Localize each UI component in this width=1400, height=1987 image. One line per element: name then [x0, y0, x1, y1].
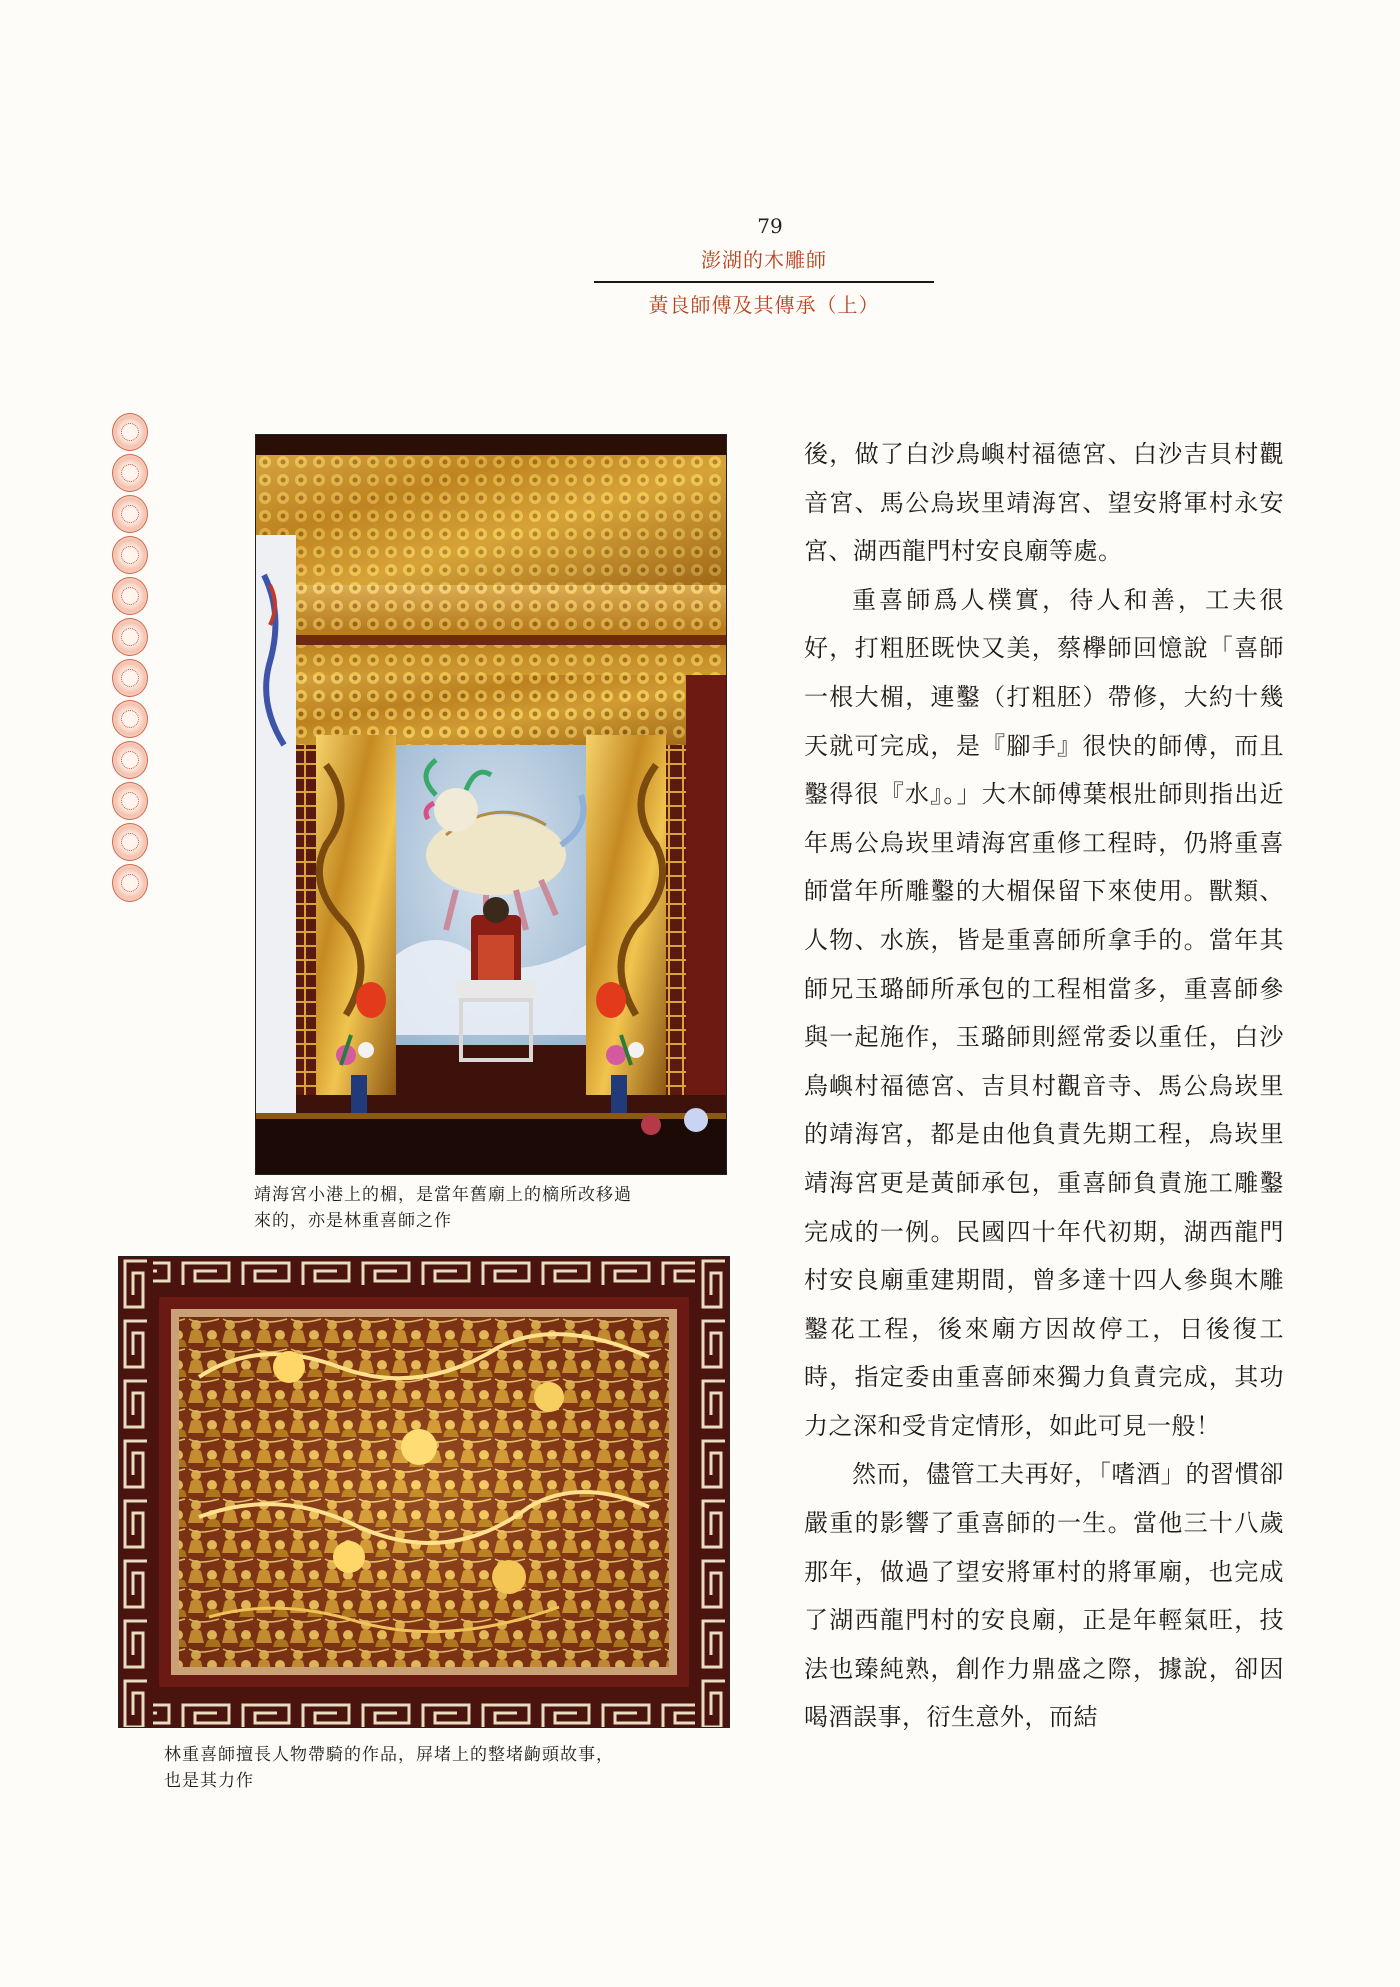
- running-head: [594, 244, 934, 318]
- seal-ornament-icon: [112, 618, 148, 656]
- temple-shrine-photo: [255, 434, 727, 1175]
- seal-ornament-icon: [112, 782, 148, 820]
- caption-line: 靖海宮小港上的楣，是當年舊廟上的樀所改移過: [254, 1185, 632, 1205]
- seal-ornament-icon: [112, 741, 148, 779]
- caption-line: 來的，亦是林重喜師之作: [254, 1211, 452, 1231]
- chapter-title: 黃良師傅及其傳承（上）: [648, 293, 880, 317]
- series-title: 澎湖的木雕師: [701, 248, 827, 272]
- seal-ornament-icon: [112, 413, 148, 451]
- header-rule: [594, 281, 934, 283]
- seal-ornament-icon: [112, 454, 148, 492]
- body-paragraph: 重喜師爲人樸實，待人和善，工夫很好，打粗胚既快又美，蔡欅師回憶說「喜師一根大楣，連鑿（打粗胚）帶修，大約十幾天就可完成，是『腳手』很快的師傅，而且鑿得很『水』。」大木師傅葉根壯師則指出近年馬公烏崁里靖海宮重修工程時，仍將重喜師當年所雕鑿的大楣保留下來使用。獸類、人物、水族，皆是重喜師所拿手的。當年其師兄玉璐師所承包的工程相當多，重喜師參與一起施作，玉璐師則經常委以重任，白沙鳥嶼村福德宮、吉貝村觀音寺、馬公烏崁里的靖海宮，都是由他負責先期工程，烏崁里靖海宮更是黃師承包，重喜師負責施工雕鑿完成的一例。民國四十年代初期，湖西龍門村安良廟重建期間，曾多達十四人參與木雕鑿花工程，後來廟方因故停工，日後復工時，指定委由重喜師來獨力負責完成，其功力之深和受肯定情形，如此可見一般！: [804, 585, 1284, 1440]
- seal-ornament-icon: [112, 823, 148, 861]
- margin-ornament-column: [112, 413, 152, 902]
- caption-line: 林重喜師擅長人物帶騎的作品，屏堵上的整堵齣頭故事，: [164, 1745, 614, 1765]
- seal-ornament-icon: [112, 659, 148, 697]
- seal-ornament-icon: [112, 577, 148, 615]
- seal-ornament-icon: [112, 495, 148, 533]
- carved-panel-photo: [118, 1256, 730, 1728]
- page-number: 79: [757, 214, 783, 238]
- figure-caption-2: [164, 1742, 744, 1794]
- seal-ornament-icon: [112, 864, 148, 902]
- body-paragraph: 然而，儘管工夫再好，「嗜酒」的習慣卻嚴重的影響了重喜師的一生。當他三十八歲那年，做過了望安將軍村的將軍廟，也完成了湖西龍門村的安良廟，正是年輕氣旺，技法也臻純熟，創作力鼎盛之際，據說，卻因喝酒誤事，衍生意外，而結: [804, 1460, 1284, 1732]
- caption-line: 也是其力作: [164, 1771, 254, 1791]
- seal-ornament-icon: [112, 536, 148, 574]
- seal-ornament-icon: [112, 700, 148, 738]
- body-text-column: [804, 430, 1284, 1742]
- figure-caption-1: [254, 1182, 734, 1234]
- body-paragraph: 後，做了白沙鳥嶼村福德宮、白沙吉貝村觀音宮、馬公烏崁里靖海宮、望安將軍村永安宮、湖西龍門村安良廟等處。: [804, 440, 1284, 566]
